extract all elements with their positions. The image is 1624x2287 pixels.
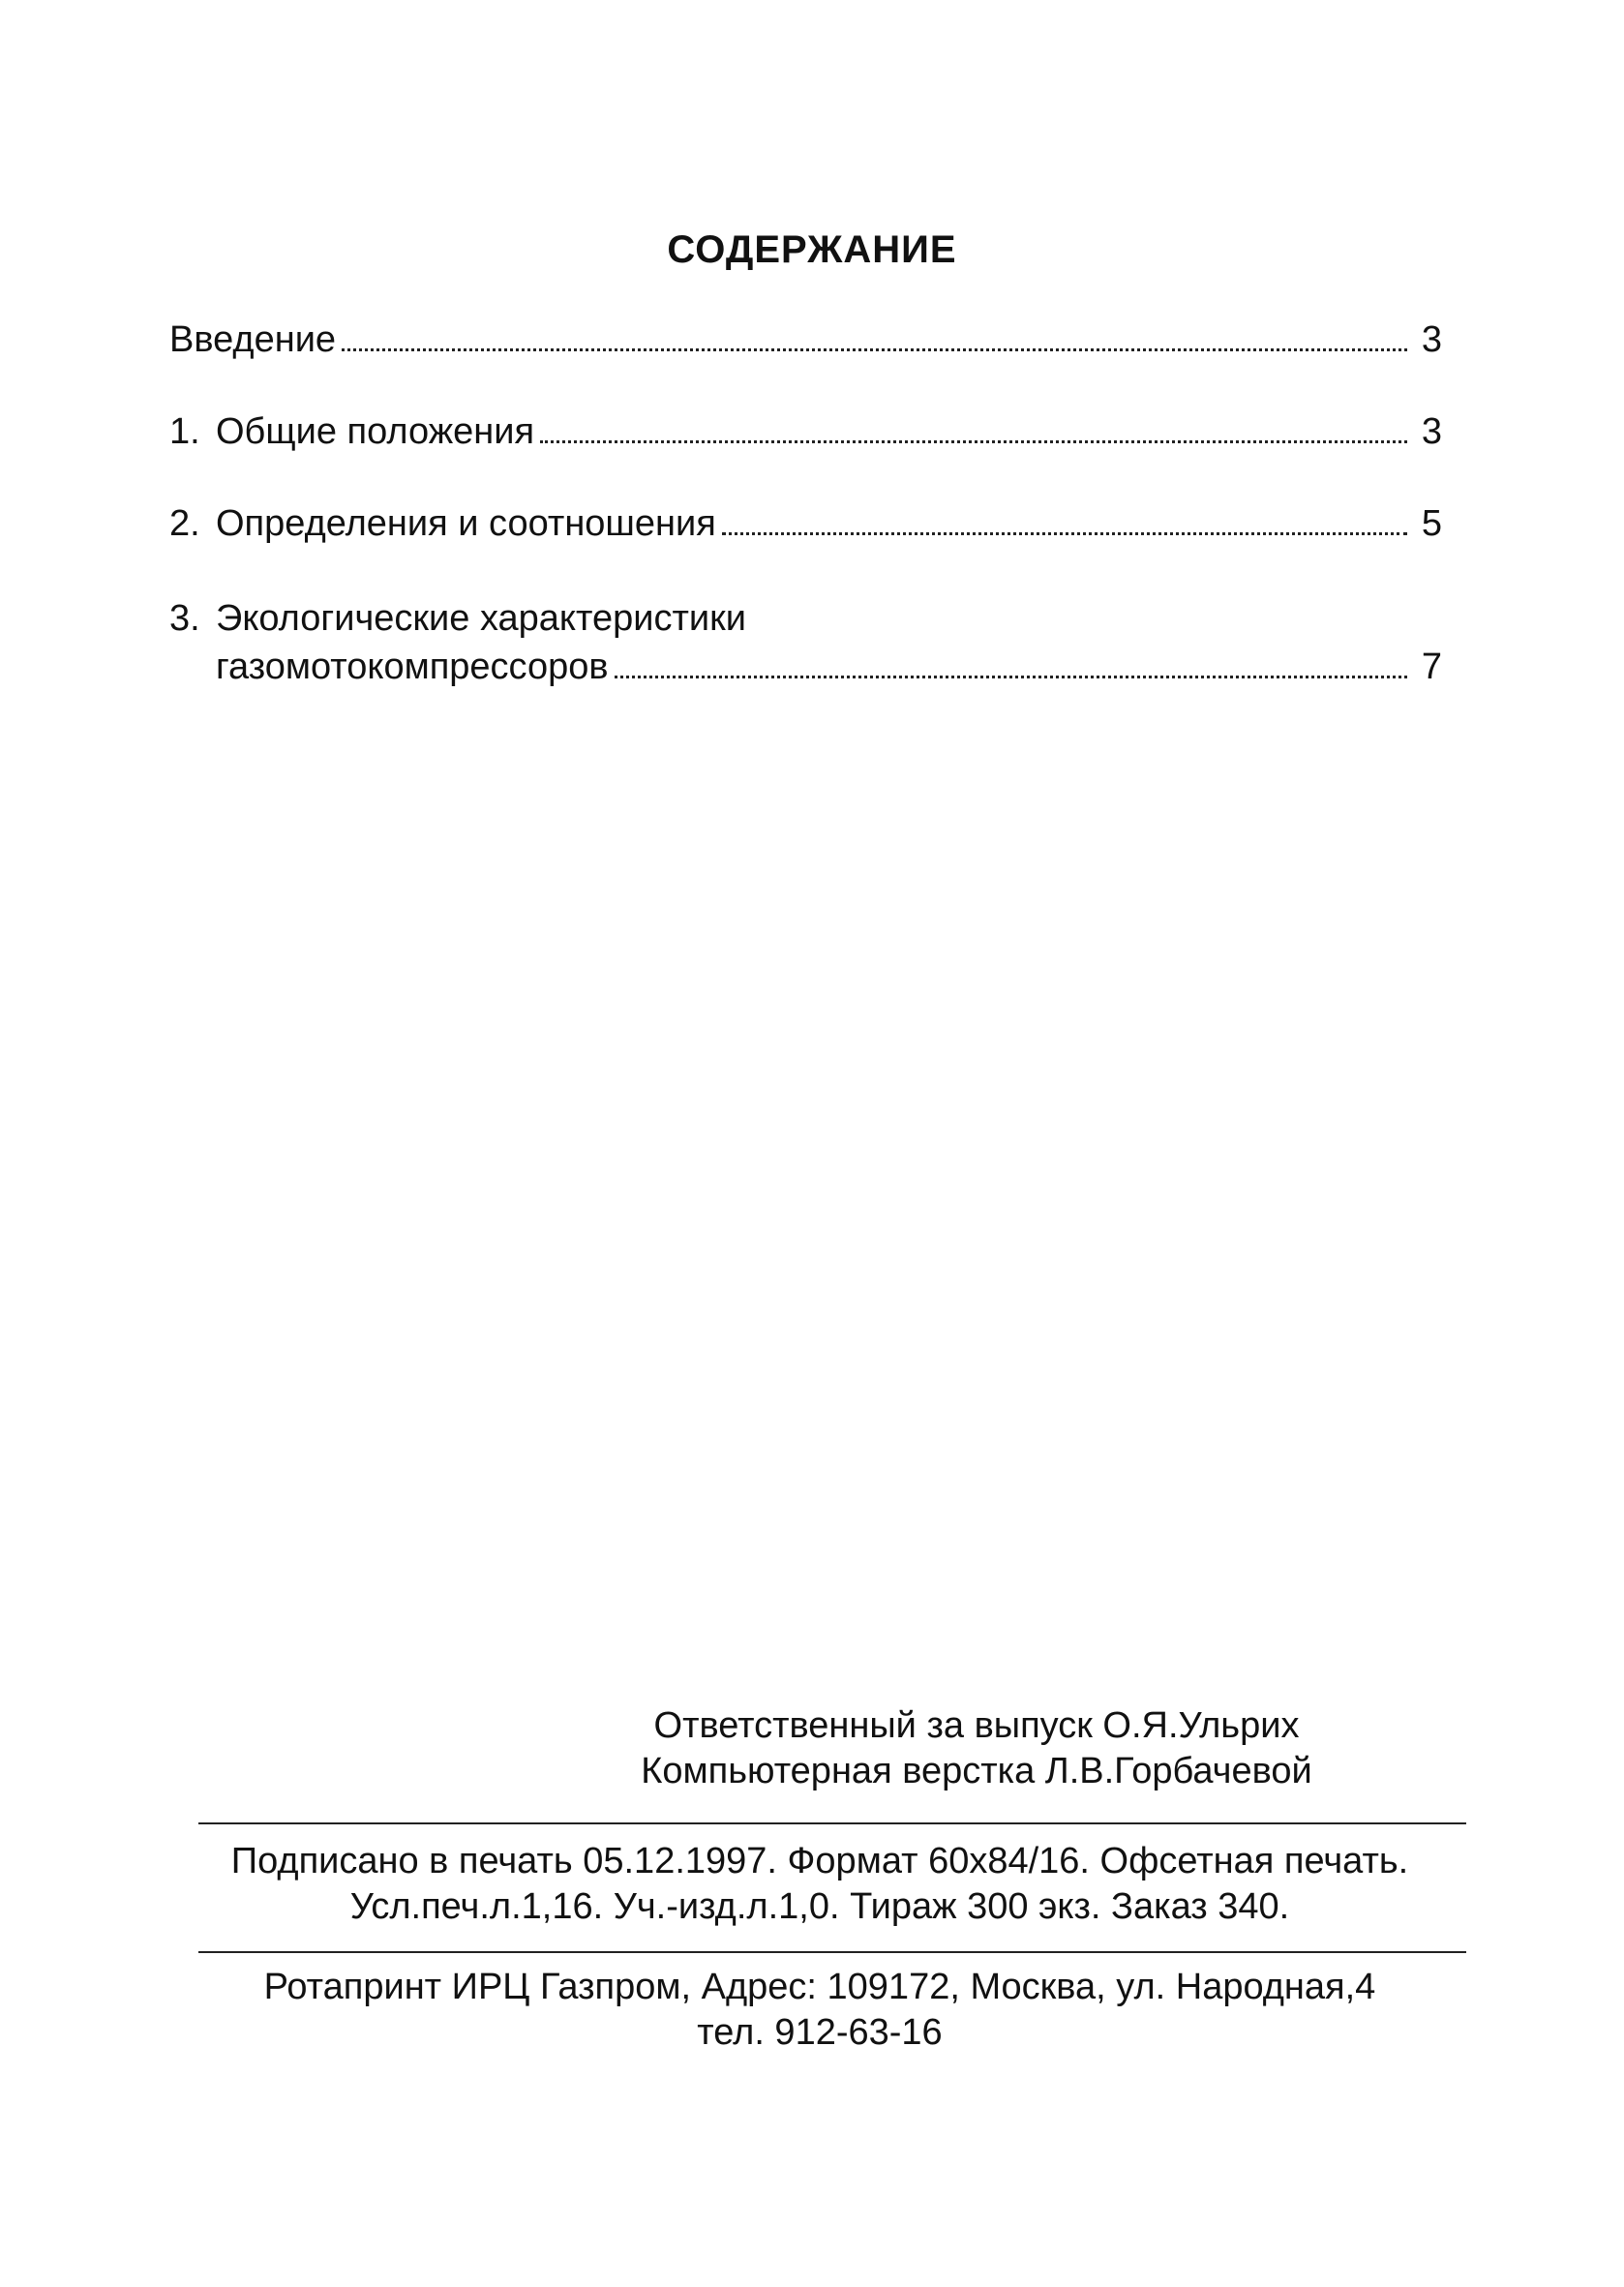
toc-entry-label: Введение (169, 319, 337, 360)
print-details (8, 1839, 1624, 1930)
toc-entry-label: Экологические характеристики (216, 598, 746, 639)
toc-entry-number: 3. (169, 598, 200, 639)
print-details-line1: Подписано в печать 05.12.1997. Формат 60х84/16. Офсетная печать. (230, 1841, 1409, 1881)
toc-entry-label: Определения и соотношения (216, 503, 716, 544)
toc-entry-label: газомотокомпрессоров (216, 647, 609, 687)
divider (198, 1822, 1466, 1824)
dot-leader (615, 676, 1407, 678)
divider (198, 1951, 1466, 1953)
toc-entry-page: 3 (1421, 319, 1442, 360)
toc-entry-page: 3 (1421, 411, 1442, 452)
toc-entry-page: 7 (1421, 647, 1442, 687)
printer-phone: тел. 912-63-16 (697, 2012, 943, 2053)
toc-entry-page: 5 (1421, 503, 1442, 544)
toc-entry-ecological-line2[interactable] (169, 647, 1442, 688)
toc-entry-label: Общие положения (216, 411, 535, 452)
dot-leader (342, 348, 1407, 351)
toc-entry-number: 2. (169, 503, 200, 544)
dot-leader (540, 440, 1407, 443)
printer-details (8, 1965, 1624, 2056)
printer-address: Ротапринт ИРЦ Газпром, Адрес: 109172, Москва, ул. Народная,4 (263, 1967, 1376, 2007)
toc-title: СОДЕРЖАНИЕ (667, 228, 957, 271)
toc-entry-general-provisions[interactable] (169, 411, 1442, 453)
toc-entry-ecological-line1[interactable] (169, 598, 1442, 640)
dot-leader (722, 532, 1407, 535)
toc-entry-introduction[interactable] (169, 319, 1442, 361)
print-details-line2: Усл.печ.л.1,16. Уч.-изд.л.1,0. Тираж 300 экз. Заказ 340. (349, 1886, 1290, 1927)
layout-credit: Компьютерная верстка Л.В.Горбачевой (641, 1751, 1312, 1791)
toc-entry-number: 1. (169, 411, 200, 452)
credits-block (165, 1703, 1624, 1794)
responsible-editor: Ответственный за выпуск О.Я.Ульрих (653, 1705, 1300, 1746)
toc-entry-definitions[interactable] (169, 503, 1442, 545)
